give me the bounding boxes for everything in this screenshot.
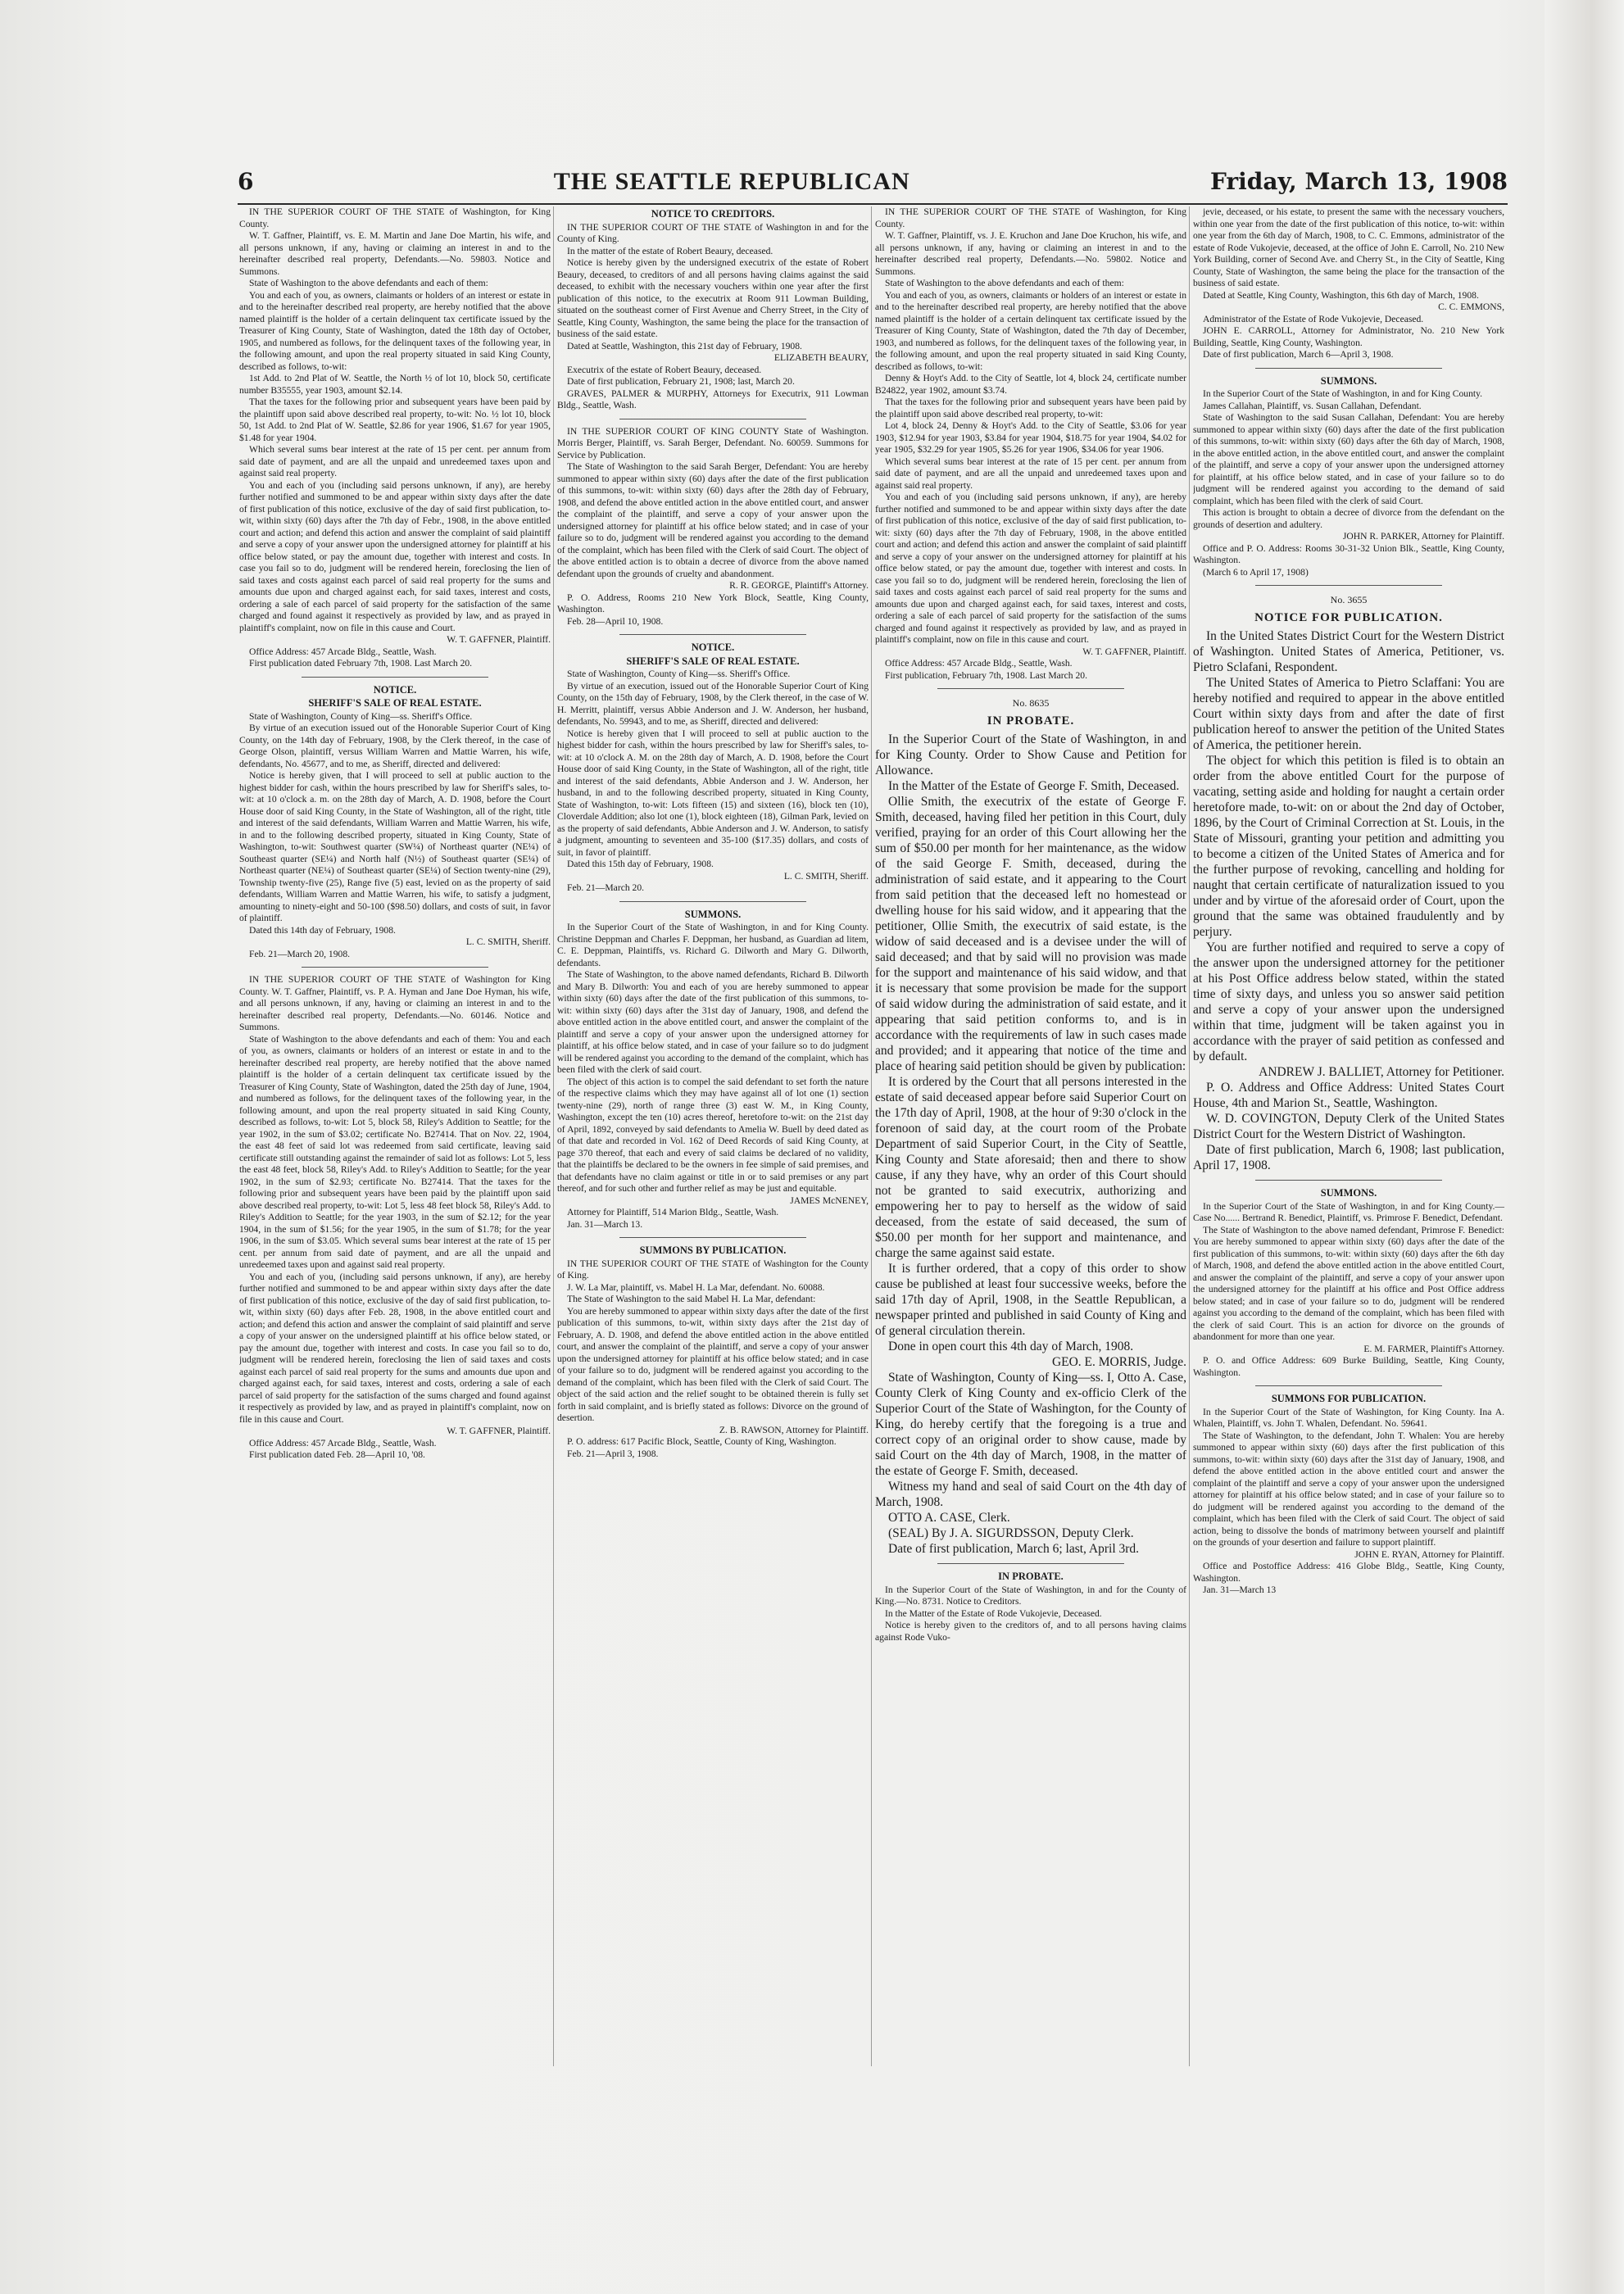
- notice-paragraph: The State of Washington, to the defendant, John T. Whalen: You are hereby summoned to appear within sixty (60) days after the first publication of this summons, to-wit: within sixty (60) days after the 31st day of January, 1908, and defend the above entitled action in the above entitled court and answer the complaint of the plaintiff and serve a copy of your answer upon the undersigned attorney for plaintiff at his office below stated; and in case of your failure so to do judgment will be rendered against you according to the demand of the complaint, which has been filed with the Clerk of said Court. The object of said action, being to dissolve the bonds of matrimony between yourself and plaintiff on the grounds of your desertion and failure to support plaintiff.: [1193, 1430, 1504, 1548]
- notice-paragraph: In the Matter of the Estate of George F. Smith, Deceased.: [888, 779, 1180, 793]
- notice-paragraph: By virtue of an execution issued out of the Honorable Superior Court of King County, on the 14th day of February, 1908, by the Clerk thereof, in the case of George Olson, plaintiff, versus William Warren and Mattie Warren, his wife, defendants, No. 45677, and to me, as Sheriff, directed and delivered:: [239, 723, 551, 769]
- notice-footer: JOHN E. CARROLL, Attorney for Administrator, No. 210 New York Building, Seattle, King County, Washington.: [1193, 325, 1504, 348]
- notice-title: IN PROBATE.: [998, 1571, 1064, 1582]
- notice-footer: Attorney for Plaintiff, 514 Marion Bldg., Seattle, Wash.: [567, 1207, 779, 1217]
- notice-paragraph: You and each of you, as owners, claimants or holders of an interest or estate in and to the hereinafter described real property, are hereby notified that the above named plaintiff is the holder of a certain delinquent tax certificate issued by the Treasurer of King County, State of Washington, dated the 18th day of October, 1905, and numbered as follows, for the delinquent taxes of the following year, in the following amount, and upon the real property situated in said King County, described as follows, to-wit:: [239, 289, 551, 372]
- notice-title: NOTICE.: [691, 642, 735, 653]
- page-edge: [1545, 0, 1624, 2294]
- notice-paragraph: That the taxes for the following prior and subsequent years have been paid by the plaintiff upon said above described real property, to-wit:: [875, 397, 1186, 419]
- legal-notice: [1193, 1180, 1504, 1379]
- notice-paragraph: In the Matter of the Estate of Rode Vukojevie, Deceased.: [885, 1607, 1102, 1619]
- notice-separator: [1255, 1180, 1442, 1181]
- notice-title: IN PROBATE.: [987, 714, 1075, 728]
- notice-footer: P. O. address: 617 Pacific Block, Seattle, County of King, Washington.: [567, 1436, 837, 1447]
- notice-signature: ELIZABETH BEAURY,: [773, 352, 869, 363]
- notice-footer: Date of first publication, March 6, 1908; last publication, April 17, 1908.: [1193, 1143, 1504, 1172]
- notice-paragraph: This action is brought to obtain a decree of divorce from the defendant on the grounds of desertion and adultery.: [1193, 507, 1504, 530]
- notice-paragraph: Notice is hereby given to the creditors of, and to all persons having claims against Rode Vuko-: [875, 1620, 1186, 1643]
- legal-notice: [557, 419, 869, 628]
- notice-title: NOTICE FOR PUBLICATION.: [1254, 611, 1443, 624]
- notice-separator: [1255, 1385, 1442, 1386]
- page-number: 6: [238, 168, 254, 195]
- notice-paragraph: In the United States District Court for the Western District of Washington. United States of America, Petitioner, vs. Pietro Sclafani, Respondent.: [1193, 629, 1504, 674]
- legal-notice: [557, 1237, 869, 1460]
- notice-paragraph: You and each of you, as owners, claimants or holders of an interest or estate in and to the hereinafter described real property, are hereby notified that the above named plaintiff is the holder of a certain delinquent tax certificate issued by the Treasurer of King County, State of Washington, dated the 7th day of December, 1903, and numbered as follows, for the delinquent taxes of the following year, in the following amount, and upon the real property situated in said King County, described as follows, to-wit:: [875, 289, 1186, 372]
- notice-paragraph: State of Washington to the above defendants and each of them:: [885, 278, 1124, 288]
- notice-signature: C. C. EMMONS,: [1438, 301, 1504, 312]
- notice-paragraph: Which several sums bear interest at the rate of 15 per cent. per annum from said date of payment, and are all the unpaid and unredeemed taxes upon and against said real property.: [239, 444, 551, 478]
- legal-notice: [239, 206, 551, 670]
- notice-paragraph: Which several sums bear interest at the rate of 15 per cent. per annum from said date of payment, and are all the unpaid and unredeemed taxes upon and against said real property.: [875, 456, 1186, 491]
- notice-paragraph: State of Washington to the said Susan Callahan, Defendant: You are hereby summoned to appear within sixty (60) days after the date of the first publication of this summons, to-wit: within sixty (60) days after the 6th day of March, 1908, in the above entitled action, in the above entitled court, and answer the complaint of the plaintiff, and serve a copy of your answer upon the undersigned attorney for plaintiff, at his office below stated, and in case of your failure so to do judgment will be rendered against you according to the demand of said complaint, which has been filed with the clerk of said Court.: [1193, 412, 1504, 506]
- notice-signature: W. T. GAFFNER, Plaintiff.: [1082, 646, 1186, 657]
- notice-paragraph: W. T. Gaffner, Plaintiff, vs. E. M. Martin and Jane Doe Martin, his wife, and all persons unknown, if any, having or claiming an interest in and to the hereinafter described real property, Defendants.—No. 59803. Notice and Summons.: [239, 230, 551, 277]
- notice-paragraph: In the Superior Court of the State of Washington, in and for King County.—Case No...... Bertrand R. Benedict, Plaintiff, vs. Primrose F. Benedict, Defendant.: [1193, 1200, 1504, 1223]
- notice-paragraph: State of Washington to the above defendants and each of them:: [249, 278, 488, 288]
- notice-title: SUMMONS.: [1320, 1187, 1377, 1199]
- notice-subtitle: SHERIFF'S SALE OF REAL ESTATE.: [626, 655, 800, 667]
- notice-paragraph: In the Superior Court of the State of Washington, in and for King County. Order to Show Cause and Petition for Allowance.: [875, 732, 1186, 778]
- notice-paragraph: Notice is hereby given that I will proceed to sell at public auction to the highest bidder for cash, within the hours prescribed by law for Sheriff's sales, to-wit: at 10 o'clock A. M. on the 28th day of March, A. D. 1908, before the Court House door of said King County, in the State of Washington, all of the right, title and interest of the said defendants, Abbie Anderson and J. W. Anderson, her husband, in and to the following described property, situated in King County, State of Washington, to-wit: Lots fifteen (15) and sixteen (16), block ten (10), Cloverdale Addition; also lot one (1), block eighteen (18), Gilman Park, levied on as the property of said defendants, Abbie Anderson and J. W. Anderson, to satisfy a judgment, amounting to seventeen and 35-100 ($17.35) dollars, and costs of suit, in favor of plaintiff.: [557, 728, 869, 858]
- notice-paragraph: The United States of America to Pietro Sclaffani: You are hereby notified and required to appear in the above entitled Court within sixty days from and after the date of first publication hereof to answer the petition of the United States of America, the petitioner herein.: [1193, 676, 1504, 752]
- notice-paragraph: IN THE SUPERIOR COURT OF KING COUNTY State of Washington. Morris Berger, Plaintiff, vs. Sarah Berger, Defendant. No. 60059. Summons for Service by Publication.: [557, 425, 869, 460]
- notice-paragraph: The State of Washington, to the above named defendants, Richard B. Dilworth and Mary B. Dilworth: You and each of you are hereby summoned to appear within sixty (60) days after the date of the first publication of this summons, to-wit: within sixty (60) days after the 31st day of January, 1908, and defend the above entitled action in the above entitled court, and answer the complaint of the plaintiff and serve a copy of your answer upon the undersigned attorney for plaintiff, at his office below stated, and in case of your failure so to do judgment will be rendered against you according to the demand of the complaint, which has been filed with the clerk of said court.: [557, 969, 869, 1075]
- column-divider: [1189, 206, 1190, 2066]
- notice-footer: Date of first publication, March 6; last, April 3rd.: [888, 1542, 1140, 1556]
- notice-paragraph: The object of this action is to compel the said defendant to set forth the nature of the respective claims which they may have against all of lot one (1) section twenty-nine (29), north of range three (3) east W. M., in King County, Washington, except the ten (10) acres thereof, heretofore to-wit: on the 21st day of April, 1892, conveyed by said defendants to Amelia W. Buell by deed dated as of that date and recorded in Vol. 162 of Deed Records of said King County, at page 370 thereof, that each and every of said claims be declared of no validity, that the plaintiffs be declared to be the owners in fee simple of said premises, and that defendants have no claim against or title in or to said premises or any part thereof, and for such other and further relief as may be just and equitable.: [557, 1076, 869, 1194]
- notice-paragraph: State of Washington to the above defendants and each of them: You and each of you, as owners, claimants or holders of an interest or estate in and to the hereinafter described real property, are hereby notified that the above named plaintiff is the holder of a certain delinquent tax certificate issued by the Treasurer of King County, State of Washington, dated the 25th day of June, 1904, and numbered as follows, for the delinquent taxes of the following year, in the following amount, and upon the real property situated in said King County, described as follows, to-wit: Lot 5, block 58, Riley's Addition to Seattle; for the year 1902, in the sum of $3.02; certificate No. B27414. That on Nov. 22, 1904, the east 48 feet of said lot was redeemed from said certificate, leaving said certificate still outstanding against the remainder of said lot as follows: Lot 5, less the east 48 feet, block 58, Riley's Add. to Riley's Addition to Seattle; for the year 1902, in the sum of $2.93; certificate No. B27414. That the taxes for the following prior and subsequent years have been paid by the plaintiff upon said above described real property, to-wit: Lot 5, less 48 feet block 58, Riley's Add. to Riley's Addition to Seattle; for the year 1903, in the sum of $2.12; for the year 1904, in the sum of $1.56; for the year 1905, in the sum of $1.78; for the year 1906, in the sum of $3.05. Which several sums bear interest at the rate of 15 per cent. per annum from said date of payment, and are all the unpaid and unredeemed taxes upon and against said real property.: [239, 1033, 551, 1270]
- notice-footer: P. O. Address and Office Address: United States Court House, 4th and Marion St., Seattle, Washington.: [1193, 1081, 1504, 1110]
- notice-paragraph: In the Superior Court of the State of Washington, in and for King County.: [1203, 388, 1483, 399]
- column-1: [239, 206, 551, 2066]
- notice-paragraph: Dated at Seattle, Washington, this 21st day of February, 1908.: [567, 340, 802, 351]
- notice-paragraph: IN THE SUPERIOR COURT OF THE STATE of Washington, for King County.: [239, 206, 551, 229]
- notice-paragraph: You are hereby summoned to appear within sixty days after the date of the first publication of this summons, to-wit, within sixty days after the 21st day of February, A. D. 1908, and defend the above entitled action in the above entitled court, and answer the complaint of the plaintiff, and serve a copy of your answer upon the undersigned attorney for plaintiff at his office below stated; and in case of your failure so to do, judgment will be rendered against you according to the demand of the complaint, which has been filed with the Clerk of said Court. The object of the said action and the relief sought to be obtained therein is fully set forth in said complaint, and is briefly stated as follows: Divorce on the ground of desertion.: [557, 1305, 869, 1423]
- column-divider: [553, 206, 554, 2066]
- notice-footer: Office and P. O. Address: Rooms 30-31-32 Union Blk., Seattle, King County, Washington.: [1193, 542, 1504, 565]
- notice-paragraph: Lot 4, block 24, Denny & Hoyt's Add. to the City of Seattle, $3.06 for year 1903, $12.94 for year 1903, $3.84 for year 1904, $18.75 for year 1904, $4.02 for year 1905, $32.29 for year 1905, $5.26 for year 1906, $34.06 for year 1906.: [875, 420, 1186, 455]
- notice-title: NOTICE TO CREDITORS.: [651, 208, 775, 220]
- notice-paragraph: The object for which this petition is filed is to obtain an order from the above entitled Court for the purpose of vacating, setting aside and holding for naught a certain order heretofore made, to-wit: on or about the 2nd day of October, 1896, by the Court of Criminal Correction at St. Louis, in the State of Missouri, granting your petition and admitting you to become a citizen of the United States of America and for the further purpose of revoking, cancelling and holding for naught that certain certificate of naturalization issued to you under and by virtue of the aforesaid order of Court, upon the ground that the same was obtained fraudulently and by perjury.: [1193, 754, 1504, 939]
- notice-paragraph: IN THE SUPERIOR COURT OF THE STATE of Washington in and for the County of King.: [557, 221, 869, 244]
- notice-separator: [937, 1563, 1124, 1564]
- notice-footer: (SEAL) By J. A. SIGURDSSON, Deputy Clerk.: [888, 1526, 1134, 1540]
- issue-date: Friday, March 13, 1908: [1209, 168, 1508, 195]
- notice-signature: JOHN R. PARKER, Attorney for Plaintiff.: [1342, 531, 1504, 542]
- notice-paragraph: By virtue of an execution, issued out of the Honorable Superior Court of King County, on the 15th day of February, 1908, by the Clerk thereof, in the case of W. H. Merritt, plaintiff, versus Abbie Anderson and J. W. Anderson, her husband, defendants, No. 59943, and to me, as Sheriff, directed and delivered:: [557, 680, 869, 727]
- column-4: [1193, 206, 1504, 2066]
- notice-signature: L. C. SMITH, Sheriff.: [465, 936, 551, 947]
- notice-title: SUMMONS.: [1320, 374, 1377, 387]
- column-3: [875, 206, 1186, 2066]
- notice-footer: P. O. and Office Address: 609 Burke Building, Seattle, King County, Washington.: [1193, 1355, 1504, 1378]
- notice-footer: Date of first publication, March 6—April 3, 1908.: [1203, 349, 1394, 360]
- notice-signature: W. T. GAFFNER, Plaintiff.: [447, 634, 551, 645]
- notice-paragraph: In the Superior Court of the State of Washington, for King County. Ina A. Whalen, Plaintiff, vs. John T. Whalen, Defendant. No. 59641.: [1193, 1406, 1504, 1429]
- notice-paragraph: You and each of you (including said persons unknown, if any), are hereby further notified and summoned to be and appear within sixty days after the date of first publication of this notice, exclusive of the day of said first publication, to-wit: sixty (60) days after the 7th day of February, 1908, in the above entitled court and action; and defend this action and answer the complaint of said plaintiff and serve a copy of your answer on the undersigned attorney for plaintiff at his office below stated, or pay the amount due, together with interest and costs. In case you fail so to do, judgment will be rendered herein, foreclosing the lien of said taxes and costs against each parcel of said real property for the sums and amounts due upon and charged against each, for said taxes, interest and costs, ordering a sale of each parcel of said property for the satisfaction of the sums charged and found against it respectively as provided by law, and as prayed in plaintiff's complaint, now on file in this cause and court.: [875, 492, 1186, 645]
- notice-footer: Office Address: 457 Arcade Bldg., Seattle, Wash.: [249, 646, 437, 657]
- notice-footer: Feb. 21—April 3, 1908.: [567, 1448, 659, 1459]
- notice-signature: R. R. GEORGE, Plaintiff's Attorney.: [729, 580, 869, 591]
- notice-footer: Feb. 21—March 20, 1908.: [249, 948, 351, 959]
- notice-signature: E. M. FARMER, Plaintiff's Attorney.: [1363, 1343, 1504, 1354]
- notice-paragraph: IN THE SUPERIOR COURT OF THE STATE of Washington for King County. W. T. Gaffner, Plaintiff, vs. P. A. Hyman and Jane Doe Hyman, his wife, and all persons unknown, if any, having or claiming an interest in and to the hereinafter described real property, Defendants.—No. 60146. Notice and Summons.: [239, 974, 551, 1032]
- legal-notice: [557, 901, 869, 1231]
- notice-footer: OTTO A. CASE, Clerk.: [888, 1511, 1010, 1525]
- notice-footer: First publication, February 7th, 1908. Last March 20.: [885, 669, 1087, 681]
- notice-separator: [1255, 585, 1442, 586]
- notice-title: SUMMONS FOR PUBLICATION.: [1271, 1393, 1427, 1404]
- notice-paragraph: IN THE SUPERIOR COURT OF THE STATE of Washington for the County of King.: [557, 1258, 869, 1281]
- notice-paragraph: Dated this 14th day of February, 1908.: [249, 924, 396, 936]
- notice-paragraph: In the Superior Court of the State of Washington, in and for King County. Christine Deppman and Charles F. Deppman, her husband, as Guardian ad litem, C. E. Deppman, Plaintiffs, vs. Richard G. Dilworth and Mary G. Dilworth, defendants.: [557, 922, 869, 968]
- notice-paragraph: In the Superior Court of the State of Washington, in and for the County of King.—No. 8731. Notice to Creditors.: [875, 1584, 1186, 1607]
- notice-footer: W. D. COVINGTON, Deputy Clerk of the United States District Court for the Western District of Washington.: [1193, 1112, 1504, 1141]
- notice-separator: [619, 1237, 806, 1238]
- notice-signature: ANDREW J. BALLIET, Attorney for Petitioner.: [1259, 1065, 1504, 1079]
- legal-notice: [875, 1563, 1186, 1643]
- notice-paragraph: It is ordered by the Court that all persons interested in the estate of said deceased appear before said Superior Court on the 17th day of April, 1908, at the hour of 9:30 o'clock in the forenoon of said day, at the court room of the Probate Department of said Superior Court, in the City of Seattle, King County and State aforesaid; then and there to show cause, if any they have, why an order of this Court should not be granted to said executrix, authorizing and empowering her to pay to herself as the widow of said deceased, from the estate of said deceased, the sum of $50.00 per month for her support and maintenance, and charge the same against said estate.: [875, 1075, 1186, 1260]
- notice-separator: [619, 901, 806, 902]
- notice-paragraph: You are further notified and required to serve a copy of the answer upon the undersigned attorney for the petitioner at his Post Office address below stated, within the stated time of sixty days, and unless you so answer said petition and serve a copy of your answer upon the undersigned within that time, judgment will be taken against you in accordance with the prayer of said petition as confessed and by default.: [1193, 941, 1504, 1063]
- legal-notice: [239, 677, 551, 961]
- notice-signature: L. C. SMITH, Sheriff.: [783, 870, 869, 882]
- notice-paragraph: You and each of you, (including said persons unknown, if any), are hereby further notified and summoned to be and appear within sixty days after the date of first publication of this notice, exclusive of the day of said first publication, to-wit, within sixty (60) days after Feb. 28, 1908, in the above entitled court and action; and defend this action and answer the complaint of said plaintiff and serve a copy of your answer on the undersigned plaintiff at his office below stated, or pay the amount due, together with interest and costs. In case you fail so to do, judgment will be rendered herein, foreclosing the lien of said taxes and costs against each parcel of said real property for the sums and amounts due upon and charged against each, for said taxes, interest and costs, ordering a sale of each parcel of said property for the satisfaction of the sums charged and found against it respectively as provided by law, and as prayed in plaintiff's complaint, now on file in this cause and Court.: [239, 1271, 551, 1425]
- notice-signature: GEO. E. MORRIS, Judge.: [1051, 1355, 1186, 1369]
- notice-paragraph: James Callahan, Plaintiff, vs. Susan Callahan, Defendant.: [1203, 400, 1422, 411]
- legal-notice: [1193, 585, 1504, 1173]
- legal-notice: [1193, 1385, 1504, 1597]
- notice-signature: JOHN E. RYAN, Attorney for Plaintiff.: [1354, 1548, 1504, 1560]
- notice-paragraph: 1st Add. to 2nd Plat of W. Seattle, the North ½ of lot 10, block 50, certificate number B35555, year 1903, amount $2.14.: [239, 373, 551, 396]
- notice-title: NOTICE.: [373, 683, 417, 696]
- notice-paragraph: The State of Washington to the said Mabel H. La Mar, defendant:: [567, 1294, 816, 1304]
- page-header: [238, 168, 1508, 201]
- notice-title: SUMMONS.: [684, 908, 742, 920]
- notice-separator: [937, 688, 1124, 689]
- notice-paragraph: The State of Washington to the said Sarah Berger, Defendant: You are hereby summoned to appear within sixty (60) days after the date of the first publication of this summons, to-wit: within sixty (60) days after the 28th day of February, 1908, and defend the above entitled action in the above entitled court, and answer the complaint of the plaintiff, and serve a copy of your answer upon the undersigned attorney for plaintiff at his office below stated; and in case of your failure so to do, judgment will be rendered against you according to the demand of the complaint, which has been filed with the Clerk of said Court. The object of the above entitled action is to obtain a decree of divorce from the above named defendant upon the grounds of cruelty and abandonment.: [557, 461, 869, 579]
- legal-notice: [557, 208, 869, 412]
- notice-separator: [302, 677, 488, 678]
- notice-number: No. 8635: [1012, 697, 1050, 709]
- notice-paragraph: It is further ordered, that a copy of this order to show cause be published at least four successive weeks, before the said 17th day of April, 1908, in the Seattle Republican, a newspaper printed and published in said County of King and of general circulation therein.: [875, 1262, 1186, 1338]
- notice-paragraph: W. T. Gaffner, Plaintiff, vs. J. E. Kruchon and Jane Doe Kruchon, his wife, and all persons unknown, if any, having or claiming an interest in and to the hereinafter described real property, Defendants.—No. 59802. Notice and Summons.: [875, 230, 1186, 277]
- notice-footer: Jan. 31—March 13.: [567, 1218, 643, 1230]
- notice-subtitle: SHERIFF'S SALE OF REAL ESTATE.: [308, 697, 482, 709]
- notice-paragraph: Notice is hereby given by the undersigned executrix of the estate of Robert Beaury, deceased, to creditors of and all persons having claims against the said deceased, to exhibit with the necessary vouchers within one year after the first publication of this notice, to the executrix at Room 911 Lowman Building, situated on the southeast corner of First Avenue and Cherry Street, in the City of Seattle, King County, Washington, the same being the place for the transaction of business of the said estate.: [557, 257, 869, 339]
- notice-footer: Executrix of the estate of Robert Beaury, deceased.: [567, 364, 762, 375]
- notice-footer: P. O. Address, Rooms 210 New York Block, Seattle, King County, Washington.: [557, 592, 869, 614]
- masthead: THE SEATTLE REPUBLICAN: [553, 168, 910, 195]
- notice-title: SUMMONS BY PUBLICATION.: [639, 1244, 787, 1256]
- notice-footer: Witness my hand and seal of said Court on the 4th day of March, 1908.: [875, 1480, 1186, 1509]
- notice-paragraph: Done in open court this 4th day of March, 1908.: [888, 1340, 1134, 1353]
- notice-footer: First publication dated February 7th, 1908. Last March 20.: [249, 658, 473, 669]
- notice-paragraph: J. W. La Mar, plaintiff, vs. Mabel H. La Mar, defendant. No. 60088.: [567, 1281, 825, 1293]
- legal-notice: [1193, 368, 1504, 579]
- notice-paragraph: Denny & Hoyt's Add. to the City of Seattle, lot 4, block 24, certificate number B24822, year 1902, amount $3.74.: [875, 373, 1186, 396]
- notice-footer: Feb. 28—April 10, 1908.: [567, 615, 664, 627]
- notice-paragraph: jevie, deceased, or his estate, to present the same with the necessary vouchers, within one year from the date of the first publication of this notice, to-wit: within one year from the 6th day of March, 1908, to C. C. Emmons, administrator of the estate of Rode Vukojevie, deceased, at the office of John E. Carroll, No. 210 New York Building, corner of Second Ave. and Cherry St., in the City of Seattle, King County, State of Washington, the same being the place for the transaction of the business of said estate.: [1193, 206, 1504, 288]
- notice-footer: First publication dated Feb. 28—April 10, '08.: [249, 1449, 425, 1460]
- notice-signature: Z. B. RAWSON, Attorney for Plaintiff.: [719, 1424, 869, 1435]
- notice-paragraph: You and each of you (including said persons unknown, if any), are hereby further notified and summoned to be and appear within sixty days after the date of first publication of this notice, exclusive of the day of said first publication, to-wit, within sixty (60) days after the 7th day of Febr., 1908, in the above entitled court and action; and defend this action and answer the complaint of said plaintiff and serve a copy of your answer upon the undersigned attorney for plaintiff at his office below stated, or pay the amount due, together with interest and costs. In case you fail so to do, judgment will be rendered herein, foreclosing the lien of said taxes and costs against each parcel of said real property for the sums and amounts due upon and charged against each, for said taxes, interest and costs, ordering a sale of each parcel of said property for the satisfaction of the same charged and found against it respectively as provided by law, and as prayed in plaintiff's complaint, now on file in this cause and Court.: [239, 479, 551, 633]
- notice-paragraph: Ollie Smith, the executrix of the estate of George F. Smith, deceased, having filed her petition in this Court, duly verified, praying for an order of this Court allowing her the sum of $50.00 per month for her maintenance, as the widow of the said George F. Smith, deceased, during the administration of said estate, and it appearing to the Court from said petition that the deceased left no homestead or dwelling house for his said widow, and it appearing that the petitioner, Ollie Smith, the executrix of said estate, is the widow of said deceased and is a devisee under the will of said deceased; and that by said will no provision was made for the support and maintenance of his said widow, and that it is necessary that some provision be made for the support of said widow during the administration of said estate, and it appearing that said petition conforms to, and is in accordance with the requirements of law in such cases made and provided; and it appearing that notice of the time and place of hearing said petition should be given by publication:: [875, 795, 1186, 1073]
- notice-number: No. 3655: [1330, 594, 1368, 605]
- notice-footer: State of Washington, County of King—ss. I, Otto A. Case, County Clerk of King County and ex-officio Clerk of the Superior Court of the State of Washington, for the County of King, do hereby certify that the foregoing is a true and correct copy of an original order to show cause, made by said Court on the 4th day of March, 1908, in the matter of the estate of George F. Smith, deceased.: [875, 1371, 1186, 1478]
- notice-separator: [302, 967, 488, 968]
- notice-paragraph: Notice is hereby given, that I will proceed to sell at public auction to the highest bidder for cash, within the hours prescribed by law for Sheriff's sales, to-wit: at 10 o'clock a. m. on the 28th day of March, A. D. 1908, before the Court House door of said King County, in the State of Washington, all of the right, title and interest of the said defendants, William Warren and Mattie Warren, his wife, in and to the following described property, situated in King County, State of Washington, to-wit: Southwest quarter (SW¼) of Northeast quarter (NE¼) of Southeast quarter (SE¼) and North half (N½) of Southeast quarter (SE¼) of Northeast quarter (NE¼) of Southeast quarter (SE¼) of Section twenty-nine (29), Township twenty-five (25), Range five (5) east, levied on as the property of said defendants, William Warren and Mattie Warren, his wife, to satisfy a judgment, amounting to ninety-eight and 50-100 ($98.50) dollars, and costs of suit, in favor of plaintiff.: [239, 770, 551, 923]
- notice-footer: Date of first publication, February 21, 1908; last, March 20.: [567, 376, 795, 387]
- legal-notice: [875, 688, 1186, 1557]
- notice-footer: GRAVES, PALMER & MURPHY, Attorneys for Executrix, 911 Lowman Bldg., Seattle, Wash.: [557, 388, 869, 410]
- notice-signature: JAMES McNENEY,: [790, 1195, 869, 1206]
- notice-paragraph: Dated this 15th day of February, 1908.: [567, 859, 714, 869]
- notice-footer: Office and Postoffice Address: 416 Globe Bldg., Seattle, King County, Washington.: [1193, 1561, 1504, 1584]
- legal-notice: [239, 967, 551, 1462]
- notice-footer: Jan. 31—March 13: [1203, 1584, 1277, 1595]
- legal-notice: [1193, 206, 1504, 361]
- notice-paragraph: State of Washington, County of King—ss. Sheriff's Office.: [567, 669, 791, 679]
- legal-notice: [875, 206, 1186, 682]
- notice-footer: Feb. 21—March 20.: [567, 882, 645, 893]
- notice-separator: [1255, 368, 1442, 369]
- notice-separator: [619, 634, 806, 635]
- column-2: [557, 206, 869, 2066]
- legal-notice: [557, 634, 869, 895]
- column-divider: [871, 206, 872, 2066]
- notice-paragraph: That the taxes for the following prior and subsequent years have been paid by the plaintiff upon said above described real property, to-wit: No. ½ lot 10, block 50, 1st Add. to 2nd Plat of W. Seattle, $2.86 for year 1906, $1.67 for year 1905, $1.48 for year 1904.: [239, 397, 551, 443]
- notice-footer: Office Address: 457 Arcade Bldg., Seattle, Wash.: [885, 658, 1073, 669]
- notice-paragraph: Dated at Seattle, King County, Washington, this 6th day of March, 1908.: [1203, 289, 1479, 301]
- notice-paragraph: The State of Washington to the above named defendant, Primrose F. Benedict: You are hereby summoned to appear within sixty (60) days after the date of the first publication of this summons, to-wit: within sixty (60) days after the 6th day of March, 1908, and defend the above entitled action in the above entitled Court, and answer the complaint of the plaintiff, and serve a copy of your answer upon the undersigned attorney for the plaintiff at his office and Post Office address below stated; and in case of your failure so to do, judgment will be rendered against you according to the demand of the complaint, which has been filed with the clerk of said Court. This is an action for divorce on the grounds of abandonment for more than one year.: [1193, 1224, 1504, 1342]
- notice-footer: Office Address: 457 Arcade Bldg., Seattle, Wash.: [249, 1437, 437, 1448]
- notice-paragraph: IN THE SUPERIOR COURT OF THE STATE of Washington, for King County.: [875, 206, 1186, 229]
- header-rule: [238, 203, 1508, 205]
- notice-signature: W. T. GAFFNER, Plaintiff.: [447, 1426, 551, 1436]
- notice-footer: (March 6 to April 17, 1908): [1203, 566, 1309, 578]
- notice-footer: Administrator of the Estate of Rode Vukojevie, Deceased.: [1203, 313, 1424, 324]
- notice-paragraph: State of Washington, County of King—ss. Sheriff's Office.: [249, 710, 473, 722]
- notice-paragraph: In the matter of the estate of Robert Beaury, deceased.: [567, 245, 773, 256]
